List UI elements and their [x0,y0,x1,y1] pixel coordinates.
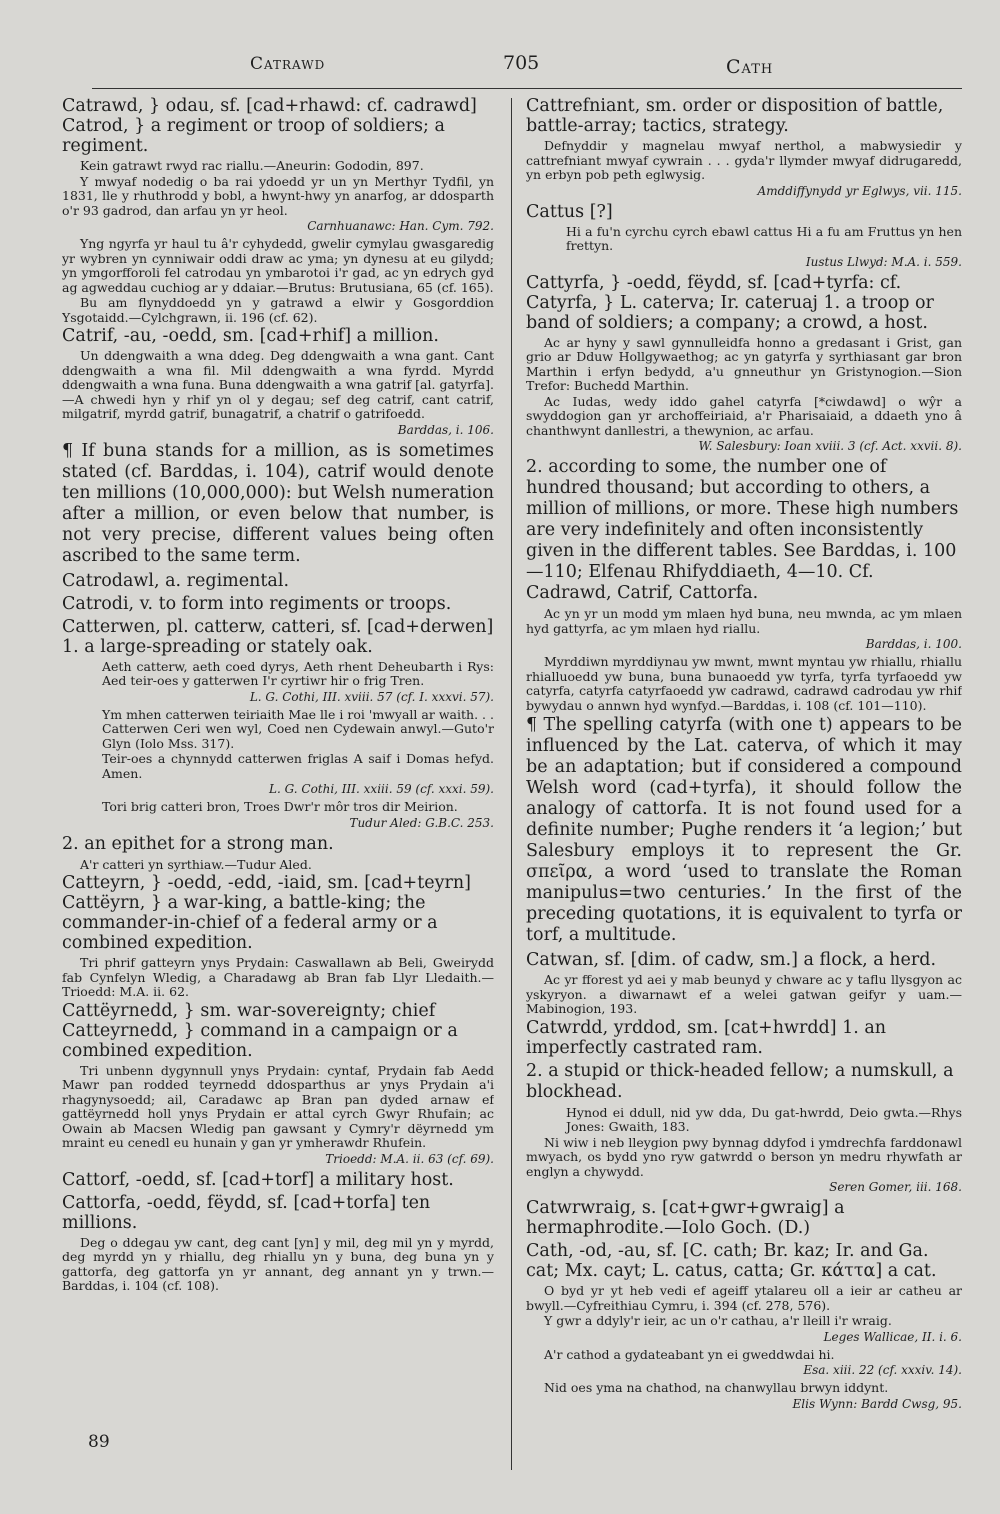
sense-number: 2. according to some, the number one of hundred thousand; but according to others, a million of millions, or more. These high numbers are very indefinitely and often inconsistently given in the different tables. See Barddas, i. 100—110; Elfenau Rhifyddiaeth, 4—10. Cf. Cadrawd, Catrif, Cattorfa. [526,457,959,603]
citation: Amddiffynydd yr Eglwys, vii. 115. [757,183,962,198]
header-left-catchword: Catrawd [250,54,326,74]
citation: Barddas, i. 100. [865,637,962,651]
entry-headword: Cattëyrnedd, } sm. war-sovereignty; chief Catteyrnedd, } command in a campaign or a combined expedition. [62,1000,458,1061]
citation: Trioedd: M.A. ii. 63 (cf. 69). [325,1151,494,1166]
right-column [526,96,962,1501]
verse-quotation: Tori brig catteri bron, Troes Dwr'r môr tros dir Meirion. [102,799,458,814]
entry-headword: Catrodi, v. to form into regiments or troops. [62,593,452,614]
verse-quotation: Hynod ei ddull, nid yw dda, Du gat-hwrdd, Deio gwta.—Rhys Jones: Gwaith, 183. [566,1104,962,1134]
quotation: A'r catteri yn syrthiaw.—Tudur Aled. [80,856,312,872]
citation: Tudur Aled: G.B.C. 253. [349,815,494,830]
sense-number: 2. an epithet for a strong man. [62,833,334,854]
signature-mark: 89 [88,1432,110,1452]
usage-note: ¶ If buna stands for a million, as is sometimes stated (cf. Barddas, i. 104), catrif would denote ten millions (10,000,000): but Welsh numeration after a million, or even below that number, is not very precise, different values being often ascribed to the same term. [62,440,494,566]
quotation: Un ddengwaith a wna ddeg. Deg ddengwaith a wna gant. Cant ddengwaith a wna fil. Mil ddengwaith a wna fyrdd. Myrdd ddengwaith a wna funa. Buna ddengwaith a wna gatrif [al. gatyrfa].—A chwedi hyn y rhif yn ol y degau; sef deg catrif, cant catrif, milgatrif, myrdd gatrif, bunagatrif, a chatrif o gatrifoedd. [62,348,494,421]
entry-headword: Catwrwraig, s. [cat+gwr+gwraig] a hermaphrodite.—Iolo Goch. (D.) [526,1198,845,1238]
citation: Seren Gomer, iii. 168. [829,1180,962,1194]
verse-quotation: Teir-oes a chynnydd catterwen friglas A saif i Domas hefyd. Amen. [102,751,494,781]
quotation: Deg o ddegau yw cant, deg cant [yn] y mil, deg mil yn y myrdd, deg myrdd yn y rhiallu, deg rhiallu yn y buna, deg buna yn y gattorfa, deg gattorfa yn yr annant, deg annant yn y trwn.—Barddas, i. 104 (cf. 108). [62,1234,494,1293]
quotation: Ni wiw i neb lleygion pwy bynnag ddyfod i ymdrechfa farddonawl mwyach, os bydd yno ryw gatwrdd o berson yn medru rhywfath ar englyn a chywydd. [526,1134,962,1179]
entry-headword: Cattus [?] [526,201,613,222]
quotation: Bu am flynyddoedd yn y gatrawd a elwir y Gosgorddion Ysgotaidd.—Cylchgrawn, ii. 196 (cf. 62). [62,295,494,325]
entry-headword: Catrawd, } odau, sf. [cad+rhawd: cf. cadrawd] Catrod, } a regiment or troop of soldiers; a regiment. [62,96,477,156]
quotation: Y gwr a ddyly'r ieir, ac un o'r cathau, a'r lleill i'r wraig. [544,1313,892,1328]
citation: Carnhuanawc: Han. Cym. 792. [307,219,494,233]
entry-headword: Cattrefniant, sm. order or disposition of battle, battle-array; tactics, strategy. [526,96,944,136]
entry-headword: Cattorfa, -oedd, fëydd, sf. [cad+torfa] ten millions. [62,1192,431,1233]
header-rule [92,88,962,89]
quotation: Nid oes yma na chathod, na chanwyllau brwyn iddynt. [544,1380,889,1395]
entry-headword: Cattyrfa, } -oedd, fëydd, sf. [cad+tyrfa: cf. Catyrfa, } L. caterva; Ir. cateruaj 1. a troop or band of soldiers; a company; a crowd, a host. [526,272,934,333]
verse-quotation: Ym mhen catterwen teiriaith Mae lle i roi 'mwyall ar waith. . . Catterwen Ceri wen wyl, Coed nen Cydewain anwyl.—Guto'r Glyn (Iolo Mss. 317). [102,706,494,751]
quotation: Defnyddir y magnelau mwyaf nerthol, a mabwysiedir y cattrefniant mwyaf cywrain . . . gyda'r llymder mwyaf didrugaredd, yn erbyn pob peth eglwysig. [526,138,962,182]
citation: L. G. Cothi, III. xviii. 57 (cf. I. xxxvi. 57). [249,689,494,704]
verse-quotation: Hi a fu'n cyrchu cyrch ebawl cattus Hi a fu am Fruttus yn hen frettyn. [566,223,962,253]
sense-number: 2. a stupid or thick-headed fellow; a numskull, a blockhead. [526,1060,954,1102]
quotation: Tri unbenn dygynnull ynys Prydain: cyntaf, Prydain fab Aedd Mawr pan rodded teyrnedd ddosparthus ar ynys Prydain a'i rhagynysoedd; ail, Caradawc ap Bran pan dyded arnaw ef gattëyrnedd holl ynys Prydain er attal cyrch Gwyr Rhufain; ac Owain ab Macsen Wledig pan gawsant y Cymry'r dëyrnedd ym mraint eu cenedl eu hunain y gan yr ymherawdr Rhufein. [62,1062,494,1150]
quotation: Myrddiwn myrddiynau yw mwnt, mwnt myntau yw rhiallu, rhiallu rhialluoedd yw buna, buna bunaoedd yw tyrfa, tyrfa tyrfaoedd yw catyrfa, catyrfa catyrfaoedd yw cadrawd, cadrawd cadrodau yw rhif bywydau o annwn hyd wynfyd.—Barddas, i. 108 (cf. 101—110). [526,654,962,713]
quotation: Y mwyaf nodedig o ba rai ydoedd yr un yn Merthyr Tydfil, yn 1831, lle y rhuthrodd y bobl, a hwynt-hwy yn anarfog, ar ddosparth o'r 93 gadrod, dan arfau yn yr heol. [62,173,494,218]
citation: Elis Wynn: Bardd Cwsg, 95. [792,1396,962,1411]
entry-headword: Catteyrn, } -oedd, -edd, -iaid, sm. [cad+teyrn] Cattëyrn, } a war-king, a battle-king; the commander-in-chief of a federal army or a combined expedition. [62,873,471,953]
citation: Esa. xiii. 22 (cf. xxxiv. 14). [803,1363,962,1377]
entry-headword: Catwrdd, yrddod, sm. [cat+hwrdd] 1. an imperfectly castrated ram. [526,1017,887,1058]
entry-headword: Catrif, -au, -oedd, sm. [cad+rhif] a million. [62,326,439,346]
column-divider [511,98,512,1470]
citation: W. Salesbury: Ioan xviii. 3 (cf. Act. xxvii. 8). [698,439,962,453]
citation: Leges Wallicae, II. i. 6. [823,1329,962,1344]
page-number: 705 [503,52,540,74]
header-right-catchword: Cath [726,56,774,78]
entry-headword: Catterwen, pl. catterw, catteri, sf. [cad+derwen] 1. a large-spreading or stately oak. [62,616,494,657]
quotation: Tri phrif gatteyrn ynys Prydain: Caswallawn ab Beli, Gweirydd fab Cynfelyn Wledig, a Charadawg ab Bran fab Llyr Lledaith.—Trioedd: M.A. ii. 62. [62,955,494,999]
page-header [0,48,1000,88]
usage-note: ¶ The spelling catyrfa (with one t) appears to be influenced by the Lat. caterva, of which it may be an adaptation; but if considered a compound Welsh word (cad+tyrfa), it should follow the analogy of cattorfa. It is not found used for a definite number; Pughe renders it ‘a legion;’ but Salesbury employs it to represent the Gr. σπεῖρα, a word ‘used to translate the Roman manipulus=two centuries.’ In the first of the preceding quotations, it is equivalent to tyrfa or torf, a multitude. [526,715,962,945]
citation: Iustus Llwyd: M.A. i. 559. [805,254,962,269]
quotation: Ac Iudas, wedy iddo gahel catyrfa [*ciwdawd] o wŷr a swyddogion gan yr archoffeiriaid, a'r Pharisaiaid, a ddaeth yno â chanthwynt danllestri, a thewynion, ac arfau. [526,393,962,438]
quotation: Ac yn yr un modd ym mlaen hyd buna, neu mwnda, ac ym mlaen hyd gattyrfa, ac ym mlaen hyd riallu. [526,606,962,636]
quotation: Ac yr fforest yd aei y mab beunyd y chware ac y taflu llysgyon ac yskyryon. a diwarnawt ef a welei gatwan geifyr y uam.—Mabinogion, 193. [526,972,962,1016]
quotation: O byd yr yt heb vedi ef ageiff ytalareu oll a ieir ar catheu ar bwyll.—Cyfreithiau Cymru, i. 394 (cf. 278, 576). [526,1283,962,1313]
entry-headword: Catwan, sf. [dim. of cadw, sm.] a flock, a herd. [526,950,937,970]
entry-headword: Cattorf, -oedd, sf. [cad+torf] a military host. [62,1169,454,1190]
left-column [62,96,494,1501]
quotation: Yng ngyrfa yr haul tu â'r cyhydedd, gwelir cymylau gwasgaredig yr wybren yn cynniwair oddi draw ac yma; yn dynesu at eu gilydd; yn ymgorfforoli fel catrodau yn ymbarotoi i'r gad, ac yn edrych gyd ag agweddau cuchiog ar y ddaiar.—Brutus: Brutusiana, 65 (cf. 165). [62,236,494,295]
quotation: A'r cathod a gydateabant yn ei gweddwdai hi. [544,1346,835,1362]
quotation: Ac ar hyny y sawl gynnulleidfa honno a gredasant i Grist, gan grio ar Dduw Hollgywaethog; ac yn gatyrfa y syrthiasant gar bron Marthin i erfyn bedydd, a'u gnneuthur yn Gristynogion.—Sion Trefor: Buchedd Marthin. [526,334,962,393]
citation: L. G. Cothi, III. xxiii. 59 (cf. xxxi. 59). [269,782,494,796]
verse-quotation: Aeth catterw, aeth coed dyrys, Aeth rhent Deheubarth i Rys: Aed teir-oes y gatterwen I'r cyrtiwr hir o frig Tren. [102,658,494,688]
quotation: Kein gatrawt rwyd rac riallu.—Aneurin: Gododin, 897. [80,158,424,173]
entry-headword: Catrodawl, a. regimental. [62,570,290,591]
citation: Barddas, i. 106. [397,422,494,437]
entry-headword: Cath, -od, -au, sf. [C. cath; Br. kaz; Ir. and Ga. cat; Mx. cayt; L. catus, catta; Gr. κάττα] a cat. [526,1241,937,1281]
